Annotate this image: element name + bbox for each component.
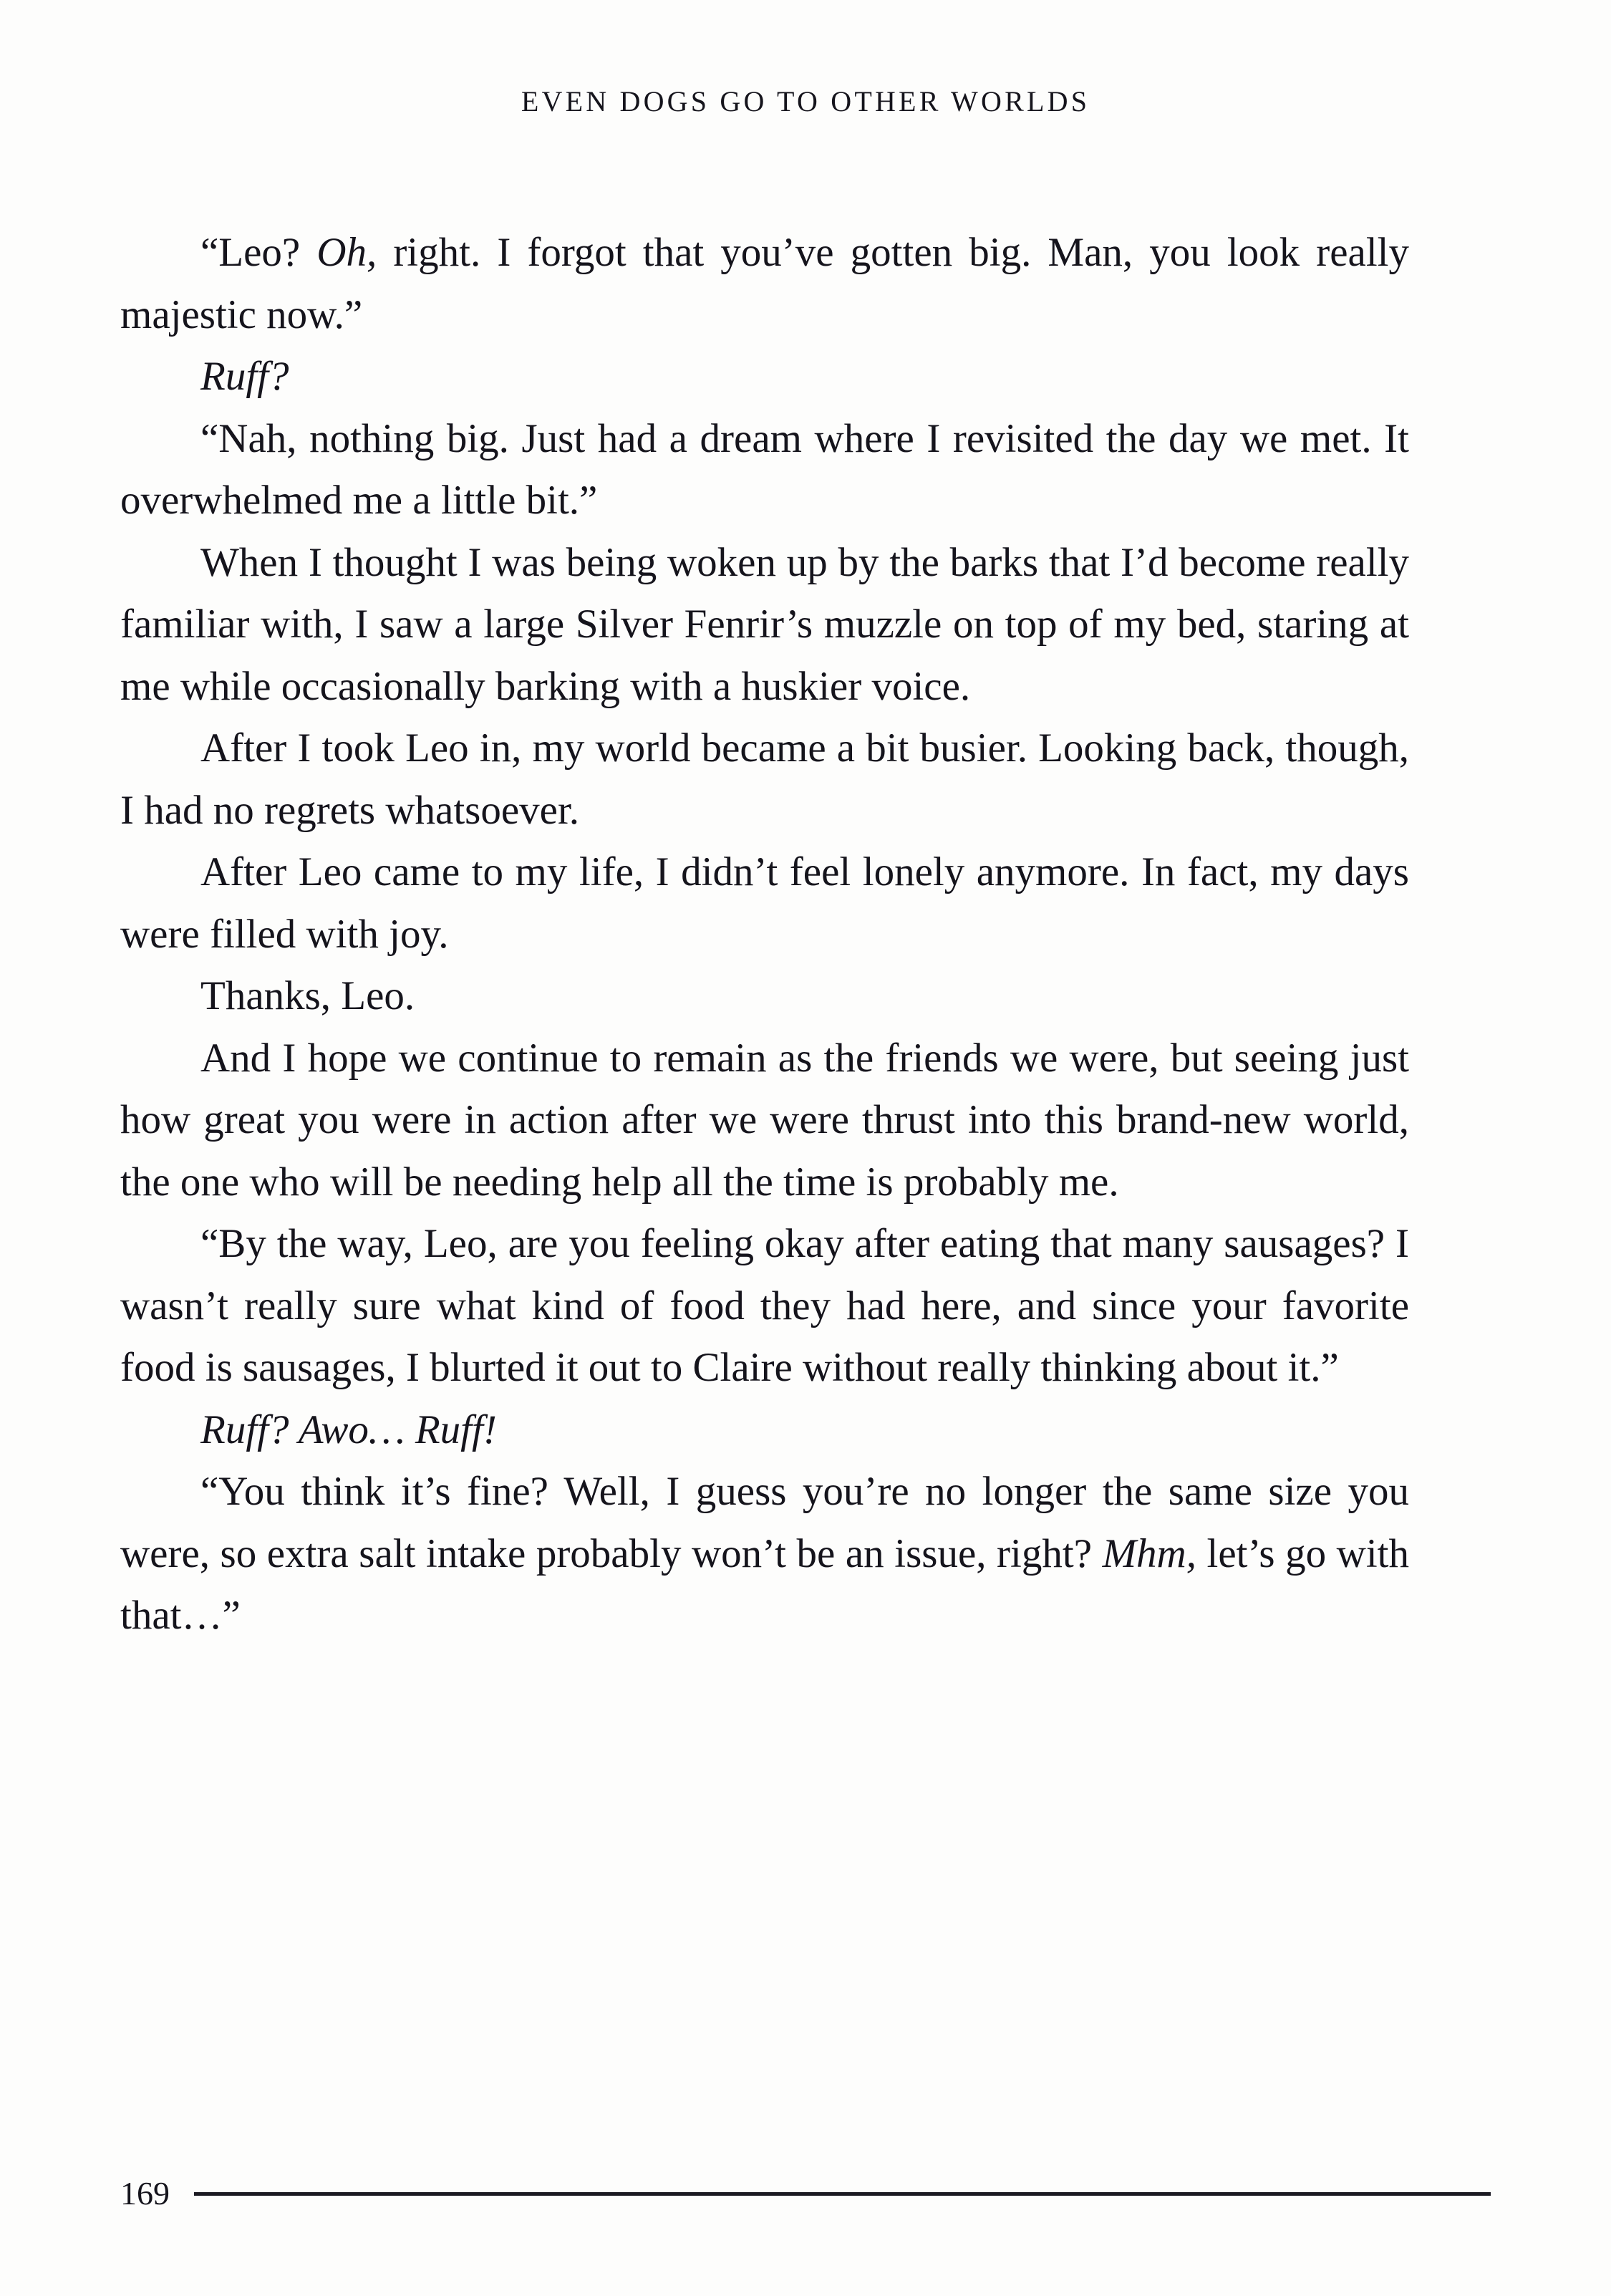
text-run: let’s go with that…” (120, 1530, 1409, 1638)
body-paragraph (120, 408, 1409, 532)
text-run: After I took Leo in, my world became a bit busier. Looking back, though, I had no regrets whatsoever. (120, 725, 1409, 833)
body-paragraph (120, 222, 1409, 346)
italic-run: Mhm, (1102, 1530, 1196, 1576)
body-paragraph (120, 1399, 1409, 1462)
body-text-block (120, 222, 1409, 1647)
page-footer (120, 2177, 1491, 2210)
text-run: “Leo? (200, 230, 317, 275)
text-run: When I thought I was being woken up by the barks that I’d become really familiar with, I saw a large Silver Fenrir’s muzzle on top of my bed, staring at me while occasionally barking with a huskier voice. (120, 539, 1409, 709)
body-paragraph (120, 1028, 1409, 1214)
text-run: “Nah, nothing big. Just had a dream where I revisited the day we met. It overwhelmed me a little bit.” (120, 415, 1409, 523)
body-paragraph (120, 1213, 1409, 1399)
italic-run: Ruff? (200, 354, 289, 399)
running-header: EVEN DOGS GO TO OTHER WORLDS (521, 85, 1090, 117)
body-paragraph (120, 346, 1409, 408)
body-paragraph (120, 965, 1409, 1028)
body-paragraph (120, 1461, 1409, 1647)
page-number: 169 (120, 2175, 170, 2211)
text-run: Thanks, Leo. (200, 973, 415, 1018)
italic-run: Oh, (316, 230, 377, 275)
text-run: “By the way, Leo, are you feeling okay after eating that many sausages? I wasn’t really sure what kind of food they had here, and since your favorite food is sausages, I blurted it out to Claire without really thinking about it.” (120, 1221, 1409, 1390)
body-paragraph (120, 718, 1409, 841)
text-run: “You think it’s fine? Well, I guess you’re no longer the same size you were, so extra salt intake probably won’t be an issue, right? (120, 1469, 1409, 1576)
body-paragraph (120, 532, 1409, 718)
footer-rule (194, 2192, 1491, 2196)
text-run: right. I forgot that you’ve gotten big. Man, you look really majestic now.” (120, 230, 1409, 337)
text-run: And I hope we continue to remain as the friends we were, but seeing just how great you were in action after we were thrust into this brand-new world, the one who will be needing help all the time is probably me. (120, 1035, 1409, 1205)
body-paragraph (120, 841, 1409, 965)
italic-run: Ruff? Awo… Ruff! (200, 1407, 497, 1452)
text-run: After Leo came to my life, I didn’t feel lonely anymore. In fact, my days were filled with joy. (120, 849, 1409, 957)
